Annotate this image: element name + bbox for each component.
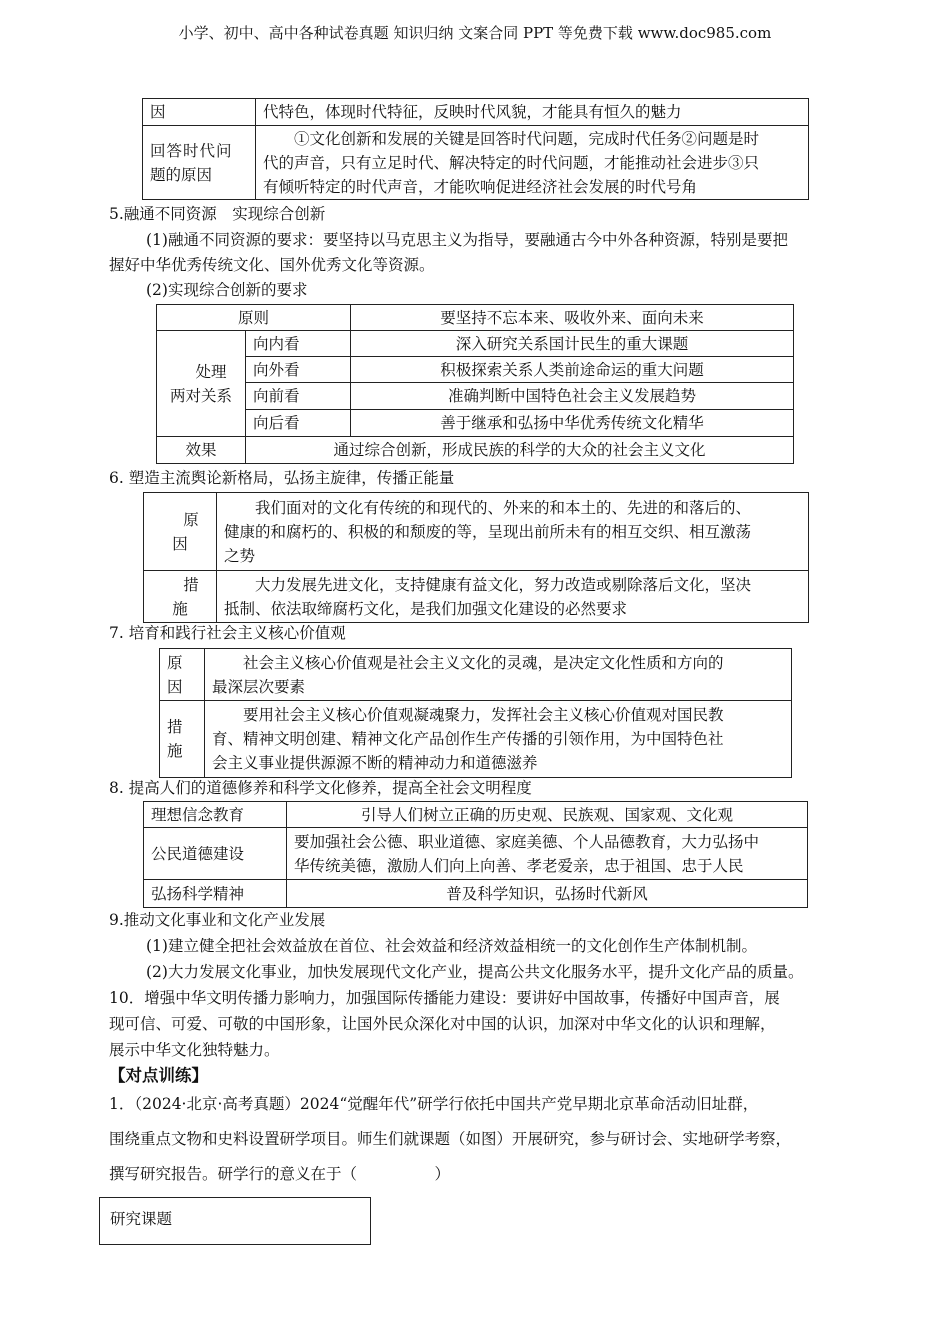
- row-key: 向外看: [246, 357, 351, 383]
- q1-line2: 围绕重点文物和史料设置研学项目。师生们就课题（如图）开展研究，参与研讨会、实地研学考察，: [109, 1130, 792, 1148]
- q1-line1: 1．（2024·北京·高考真题）2024“觉醒年代”研学行依托中国共产党早期北京革命活动旧址群，: [109, 1095, 759, 1113]
- sec10-line2: 现可信、可爱、可敬的中国形象，让国外民众深化对中国的认识，加深对中华文化的认识和理解，: [109, 1015, 776, 1033]
- sec8-row1-key: 理想信念教育: [144, 802, 287, 828]
- sec10-line1: 10．增强中华文明传播力影响力，加强国际传播能力建设：要讲好中国故事，传播好中国声音，展: [109, 989, 780, 1007]
- sec6-reason-label: 原 因: [144, 493, 217, 571]
- row-value: 善于继承和弘扬中华优秀传统文化精华: [351, 410, 794, 437]
- sec8-row2-key: 公民道德建设: [144, 828, 287, 880]
- sec8-title: 8. 提高人们的道德修养和科学文化修养，提高全社会文明程度: [109, 779, 532, 797]
- sec7-reason-text: 社会主义核心价值观是社会主义文化的灵魂，是决定文化性质和方向的 最深层次要素: [205, 649, 792, 701]
- sec7-measure-label: 措 施: [160, 701, 205, 778]
- sec10-line3: 展示中华文化独特魅力。: [109, 1041, 280, 1059]
- table-top-row2-text: ①文化创新和发展的关键是回答时代问题，完成时代任务②问题是时 代的声音，只有立足时代、解决特定的时代问题，才能推动社会进步③只 有倾听特定的时代声音，才能吹响促进经济社会发展的时代号角: [256, 126, 809, 200]
- sec8-row3-value: 普及科学知识，弘扬时代新风: [287, 880, 808, 908]
- principle-label: 原则: [157, 305, 351, 331]
- sec5-p2: (2)实现综合创新的要求: [146, 281, 308, 299]
- principle-text: 要坚持不忘本来、吸收外来、面向未来: [351, 305, 794, 331]
- table-top-row1-text: 代特色，体现时代特征，反映时代风貌，才能具有恒久的魅力: [256, 99, 809, 126]
- sec6-reason-text: 我们面对的文化有传统的和现代的、外来的和本土的、先进的和落后的、 健康的和腐朽的、积极的和颓废的等，呈现出前所未有的相互交织、相互激荡 之势: [217, 493, 809, 571]
- sec6-table: [143, 492, 809, 623]
- sec6-measure-text: 大力发展先进文化，支持健康有益文化，努力改造或剔除落后文化，坚决 抵制、依法取缔腐朽文化，是我们加强文化建设的必然要求: [217, 571, 809, 623]
- sec7-reason-label: 原 因: [160, 649, 205, 701]
- table-top-row2-label: 回答时代问 题的原因: [143, 126, 256, 200]
- sec5-table: [156, 304, 794, 464]
- effect-label: 效果: [157, 437, 246, 464]
- page-header: 小学、初中、高中各种试卷真题 知识归纳 文案合同 PPT 等免费下载 www.doc985.com: [178, 24, 772, 42]
- training-heading: 【对点训练】: [109, 1066, 208, 1085]
- row-key: 向后看: [246, 410, 351, 437]
- row-value: 深入研究关系国计民生的重大课题: [351, 331, 794, 357]
- sec7-title: 7. 培育和践行社会主义核心价值观: [109, 624, 346, 642]
- research-topic-box: [99, 1197, 371, 1245]
- row-value: 积极探索关系人类前途命运的重大问题: [351, 357, 794, 383]
- sec6-title: 6. 塑造主流舆论新格局，弘扬主旋律，传播正能量: [109, 469, 455, 487]
- row-key: 向内看: [246, 331, 351, 357]
- sec8-table: [143, 801, 808, 908]
- sec5-p1-line1: (1)融通不同资源的要求：要坚持以马克思主义为指导，要融通古今中外各种资源，特别是要把: [146, 231, 788, 249]
- effect-text: 通过综合创新，形成民族的科学的大众的社会主义文化: [246, 437, 794, 464]
- row-value: 准确判断中国特色社会主义发展趋势: [351, 383, 794, 410]
- sec8-row2-value: 要加强社会公德、职业道德、家庭美德、个人品德教育，大力弘扬中 华传统美德，激励人们向上向善、孝老爱亲，忠于祖国、忠于人民: [287, 828, 808, 880]
- sec9-p2: (2)大力发展文化事业，加快发展现代文化产业，提高公共文化服务水平，提升文化产品的质量。: [146, 963, 804, 981]
- sec8-row3-key: 弘扬科学精神: [144, 880, 287, 908]
- sec7-table: [159, 648, 792, 778]
- q1-line3: 撰写研究报告。研学行的意义在于（ ）: [109, 1165, 451, 1183]
- row-key: 向前看: [246, 383, 351, 410]
- research-topic-label: 研究课题: [110, 1210, 173, 1228]
- sec7-measure-text: 要用社会主义核心价值观凝魂聚力，发挥社会主义核心价值观对国民教 育、精神文明创建、精神文化产品创作生产传播的引领作用，为中国特色社 会主义事业提供源源不断的精神动力和道德滋养: [205, 701, 792, 778]
- sec6-measure-label: 措 施: [144, 571, 217, 623]
- sec9-title: 9.推动文化事业和文化产业发展: [109, 911, 326, 929]
- sec5-title: 5.融通不同资源 实现综合创新: [109, 205, 326, 223]
- sec8-row1-value: 引导人们树立正确的历史观、民族观、国家观、文化观: [287, 802, 808, 828]
- table-top-row1-label: 因: [143, 99, 256, 126]
- table-top: [142, 98, 809, 200]
- sec5-p1-line2: 握好中华优秀传统文化、国外优秀文化等资源。: [109, 256, 435, 274]
- sec9-p1: (1)建立健全把社会效益放在首位、社会效益和经济效益相统一的文化创作生产体制机制。: [146, 937, 757, 955]
- group-label: 处理 两对关系: [157, 331, 246, 437]
